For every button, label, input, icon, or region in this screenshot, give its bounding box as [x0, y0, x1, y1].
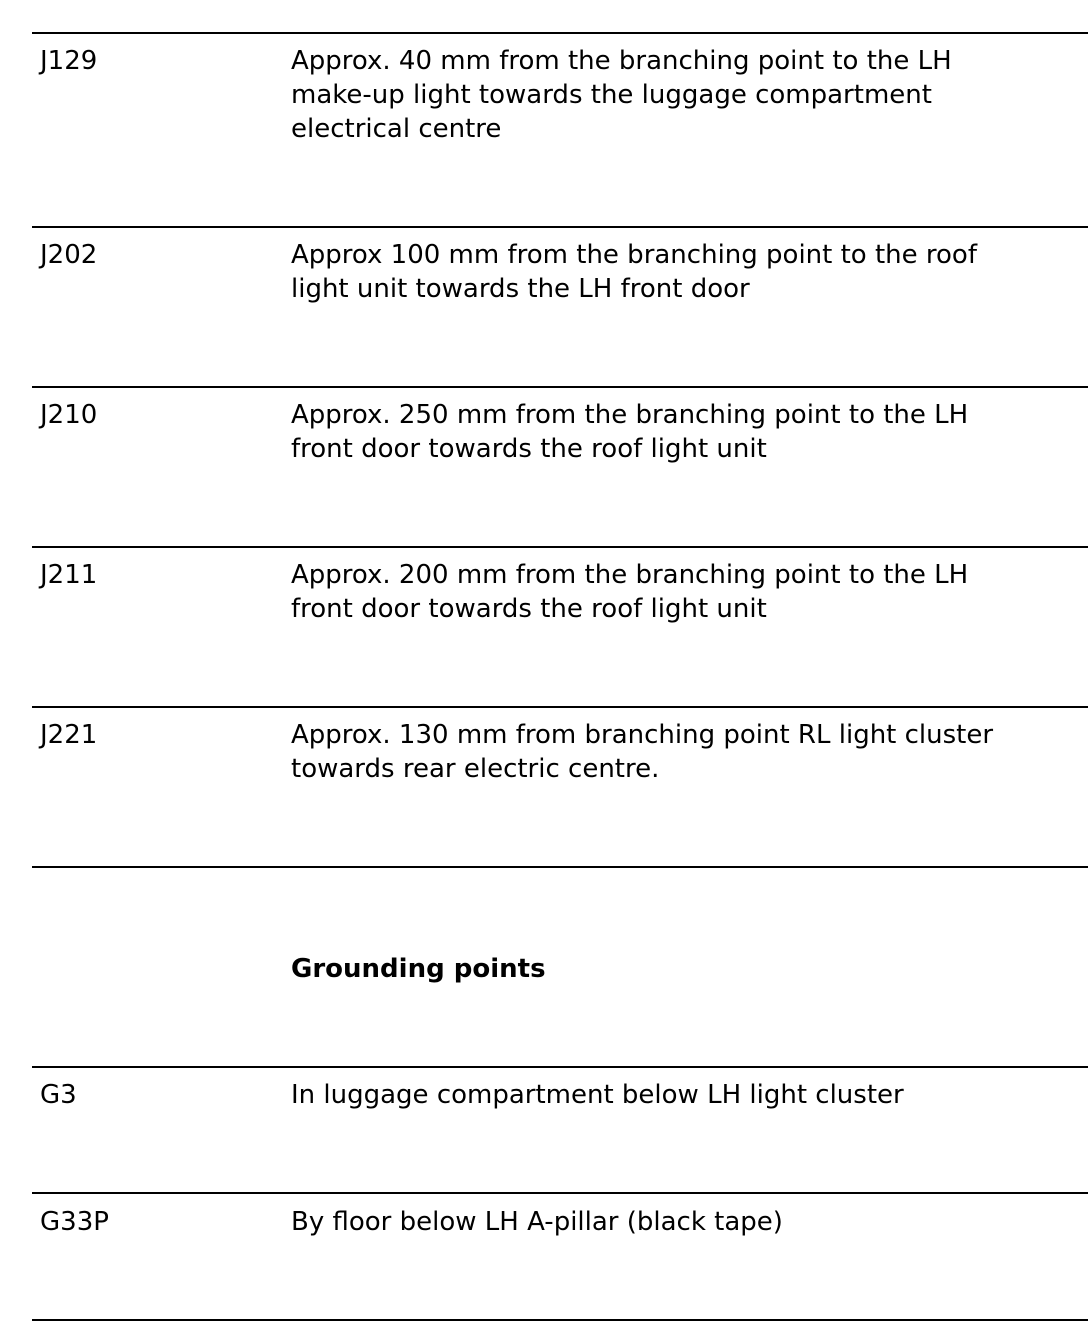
description-line: front door towards the roof light unit	[291, 434, 767, 464]
description-line: Approx 100 mm from the branching point to the roof	[291, 240, 977, 270]
row-code: G3	[40, 1080, 77, 1110]
row-divider	[32, 1066, 1088, 1068]
row-divider	[32, 546, 1088, 548]
description-line: electrical centre	[291, 114, 502, 144]
description-line: Approx. 250 mm from the branching point to the LH	[291, 400, 969, 430]
row-divider	[32, 706, 1088, 708]
row-description	[291, 398, 1081, 466]
row-code: J221	[40, 720, 98, 750]
row-divider	[32, 1192, 1088, 1194]
row-divider	[32, 1319, 1088, 1321]
description-line: make-up light towards the luggage compartment	[291, 80, 932, 110]
row-code: J211	[40, 560, 98, 590]
row-code: J210	[40, 400, 98, 430]
description-line: light unit towards the LH front door	[291, 274, 750, 304]
row-description	[291, 718, 1081, 786]
row-description	[291, 44, 1081, 146]
row-description: In luggage compartment below LH light cluster	[291, 1080, 904, 1110]
description-line: towards rear electric centre.	[291, 754, 660, 784]
description-line: Approx. 130 mm from branching point RL light cluster	[291, 720, 994, 750]
row-divider	[32, 32, 1088, 34]
row-code: G33P	[40, 1207, 109, 1237]
row-divider	[32, 386, 1088, 388]
row-divider	[32, 226, 1088, 228]
description-line: Approx. 200 mm from the branching point to the LH	[291, 560, 969, 590]
row-description	[291, 558, 1081, 626]
description-line: front door towards the roof light unit	[291, 594, 767, 624]
row-divider	[32, 866, 1088, 868]
row-code: J202	[40, 240, 98, 270]
row-code: J129	[40, 46, 98, 76]
description-line: Approx. 40 mm from the branching point to the LH	[291, 46, 952, 76]
row-description	[291, 238, 1081, 306]
row-description: By floor below LH A-pillar (black tape)	[291, 1207, 783, 1237]
section-heading: Grounding points	[291, 954, 546, 984]
